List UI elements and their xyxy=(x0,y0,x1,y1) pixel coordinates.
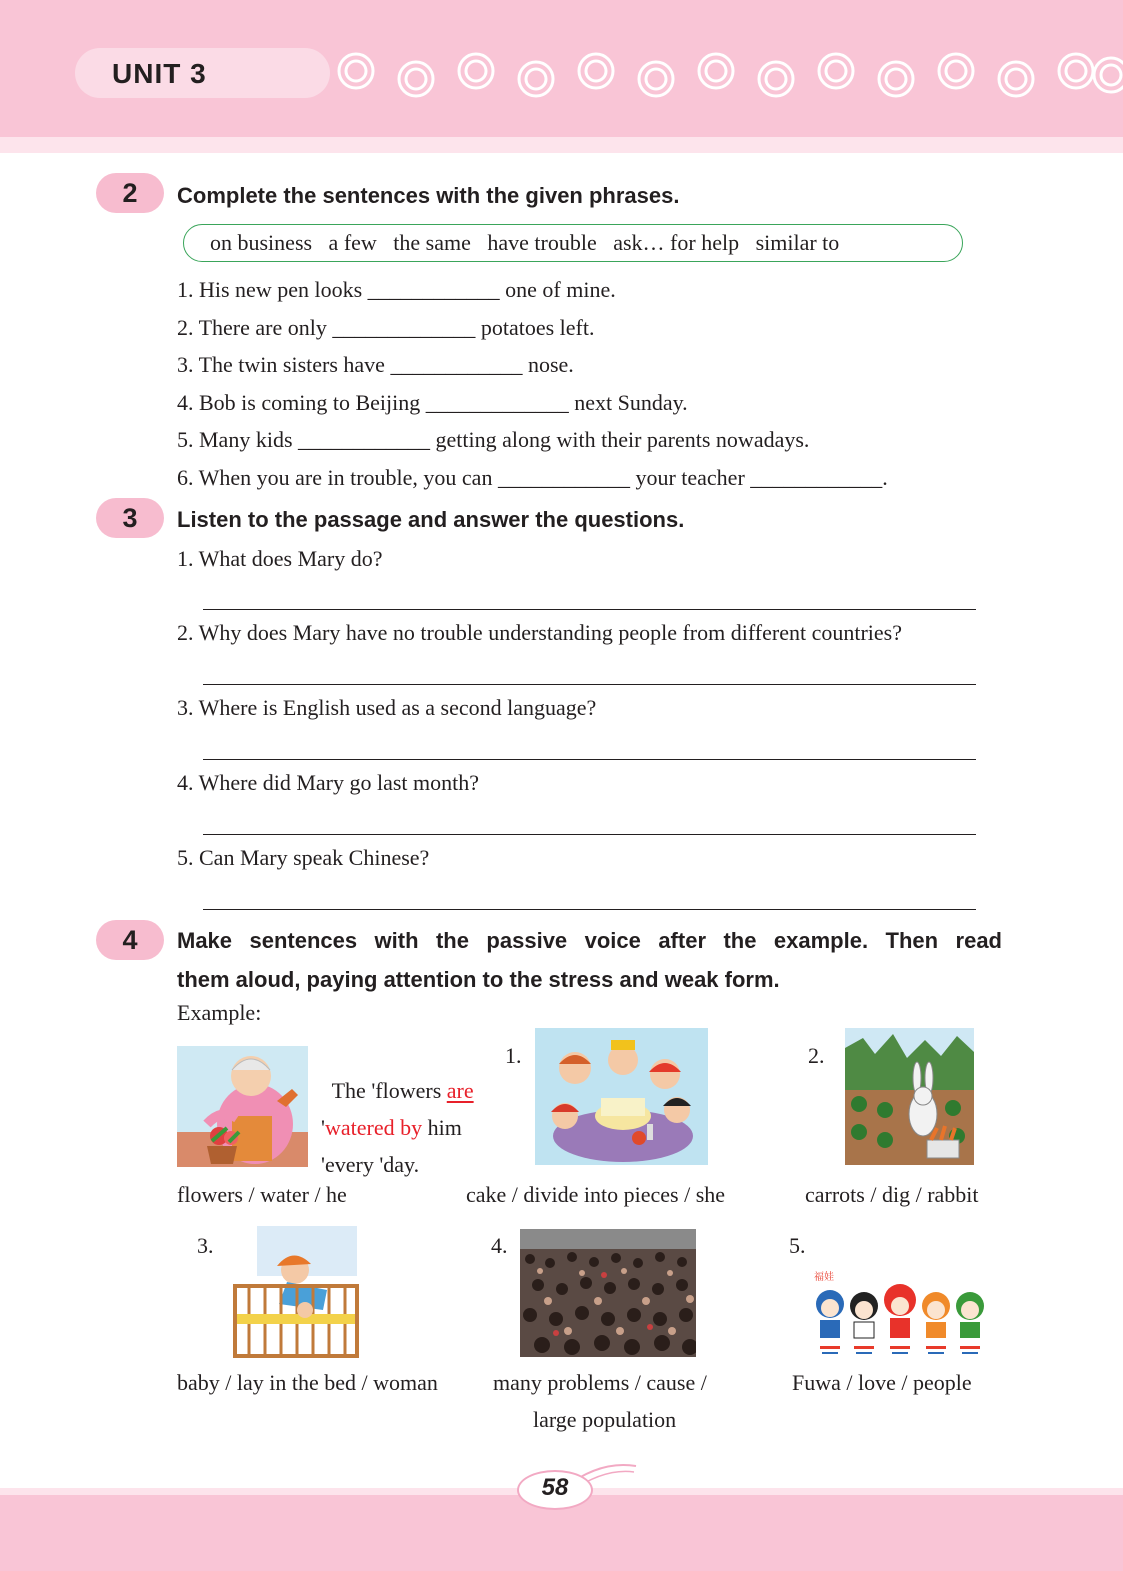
answer-line-4[interactable] xyxy=(203,834,976,835)
exercise-2-item-2: 2. There are only _____________ potatoes left. xyxy=(177,315,595,340)
example-sentence-part-1: The 'flowers xyxy=(331,1078,447,1103)
item-4-number: 4. xyxy=(491,1233,508,1258)
caption-5: Fuwa / love / people xyxy=(792,1370,972,1395)
item-2-number: 2. xyxy=(808,1043,825,1068)
example-sentence-part-2: ' xyxy=(321,1115,325,1140)
decorative-rings xyxy=(330,45,1123,105)
exercise-2-item-3: 3. The twin sisters have ____________ nose. xyxy=(177,352,574,377)
unit-title: UNIT 3 xyxy=(112,58,207,89)
answer-line-2[interactable] xyxy=(203,684,976,685)
question-4: 4. Where did Mary go last month? xyxy=(177,770,480,795)
family-cake-image xyxy=(535,1028,708,1165)
exercise-2-item-4: 4. Bob is coming to Beijing _____________ next Sunday. xyxy=(177,390,688,415)
exercise-4-heading-line-2: them aloud, paying attention to the stress and weak form. xyxy=(177,967,780,992)
caption-example: flowers / water / he xyxy=(177,1182,347,1207)
crowd-population-image xyxy=(520,1229,696,1357)
item-5-number: 5. xyxy=(789,1233,806,1258)
exercise-3-heading: Listen to the passage and answer the questions. xyxy=(177,507,685,532)
example-label: Example: xyxy=(177,1000,262,1025)
exercise-4-badge: 4 xyxy=(96,920,164,960)
answer-line-3[interactable] xyxy=(203,759,976,760)
item-1-number: 1. xyxy=(505,1043,522,1068)
exercise-4-heading-line-1: Make sentences with the passive voice after the example. Then read xyxy=(177,928,1002,953)
question-2: 2. Why does Mary have no trouble understanding people from different countries? xyxy=(177,620,902,645)
caption-4-line-1: many problems / cause / xyxy=(493,1370,707,1395)
svg-text:福娃: 福娃 xyxy=(814,1272,834,1283)
item-3-number: 3. xyxy=(197,1233,214,1258)
answer-line-1[interactable] xyxy=(203,609,976,610)
caption-3: baby / lay in the bed / woman xyxy=(177,1370,438,1395)
header-strip xyxy=(0,137,1123,153)
example-word-are: are xyxy=(446,1078,474,1103)
exercise-2-badge: 2 xyxy=(96,173,164,213)
grandpa-watering-flowers-image xyxy=(177,1046,308,1167)
question-3: 3. Where is English used as a second language? xyxy=(177,695,597,720)
example-sentence xyxy=(321,1035,474,1183)
page-number: 58 xyxy=(541,1474,569,1501)
caption-4-line-2: large population xyxy=(533,1407,677,1432)
question-5: 5. Can Mary speak Chinese? xyxy=(177,845,430,870)
exercise-2-item-1: 1. His new pen looks ____________ one of mine. xyxy=(177,277,616,302)
exercise-2-item-6: 6. When you are in trouble, you can ____________ your teacher ____________. xyxy=(177,465,888,490)
woman-baby-crib-image xyxy=(227,1226,372,1361)
fuwa-mascots-image xyxy=(808,1266,992,1360)
answer-line-5[interactable] xyxy=(203,909,976,910)
caption-1: cake / divide into pieces / she xyxy=(466,1182,726,1207)
example-word-watered-by: watered by xyxy=(324,1115,423,1140)
example-sentence-part-4: 'every 'day. xyxy=(321,1152,420,1177)
exercise-3-badge: 3 xyxy=(96,498,164,538)
caption-2: carrots / dig / rabbit xyxy=(805,1182,979,1207)
exercise-2-heading: Complete the sentences with the given phrases. xyxy=(177,183,680,208)
rabbit-carrots-image xyxy=(845,1028,974,1165)
question-1: 1. What does Mary do? xyxy=(177,546,383,571)
example-sentence-part-3: him xyxy=(422,1115,462,1140)
exercise-2-item-5: 5. Many kids ____________ getting along with their parents nowadays. xyxy=(177,427,810,452)
phrase-box: on business a few the same have trouble ask… for help similar to xyxy=(183,224,963,262)
